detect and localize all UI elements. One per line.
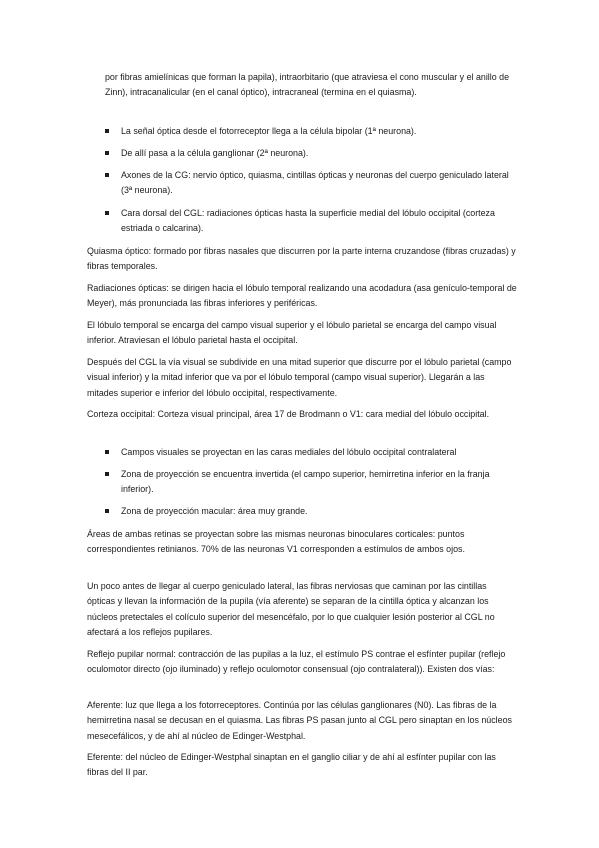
- paragraph-quiasma: Quiasma óptico: formado por fibras nasales que discurren por la parte interna cruzandose (fibras cruzadas) y fibras temporales.: [87, 246, 516, 272]
- paragraph-despues-cgl: Después del CGL la vía visual se subdivide en una mitad superior que discurre por el lóbulo parietal (campo visual inferior) y la mitad inferior que va por el lóbulo temporal (campo visual superior). Llegarán a las mitades superior e inferior del lóbulo occipital, respectivamente.: [87, 357, 512, 398]
- list-item-text: De allí pasa a la célula ganglionar (2ª neurona).: [121, 148, 309, 158]
- list-item-text: La señal óptica desde el fotorreceptor llega a la célula bipolar (1ª neurona).: [121, 126, 417, 136]
- list-item: [105, 146, 517, 161]
- list-item-text: Zona de proyección macular: área muy grande.: [121, 506, 308, 516]
- list-item-text: Campos visuales se proyectan en las caras mediales del lóbulo occipital contralateral: [121, 447, 457, 457]
- list-item-text: Zona de proyección se encuentra invertida (el campo superior, hemirretina inferior en la franja inferior).: [121, 469, 490, 495]
- list-item: [105, 504, 517, 519]
- paragraph-eferente: Eferente: del núcleo de Edinger-Westphal sinaptan en el ganglio ciliar y de ahí al esfínter pupilar con las fibras del II par.: [87, 752, 496, 778]
- list-item-text: Cara dorsal del CGL: radiaciones ópticas hasta la superficie medial del lóbulo occipital (corteza estriada o calcarina).: [121, 208, 495, 234]
- paragraph-aferente: Aferente: luz que llega a los fotorreceptores. Continúa por las células ganglionares (N0). Las fibras de la hemirretina nasal se decusan en el quiasma. Las fibras PS pasan junto al CGL pero sinaptan en los núcleos mesecefálicos, y de ahí al núcleo de Edinger-Westphal.: [87, 700, 512, 741]
- list-item: [105, 467, 517, 498]
- bullet-icon: [105, 211, 109, 215]
- bullet-icon: [105, 450, 109, 454]
- intro-continuation: por fibras amielínicas que forman la papila), intraorbitario (que atraviesa el cono muscular y el anillo de Zinn), intracanalicular (en el canal óptico), intracraneal (termina en el quiasma).: [105, 72, 510, 98]
- bullet-icon: [105, 509, 109, 513]
- paragraph-areas-retinas: Áreas de ambas retinas se proyectan sobre las mismas neuronas binoculares corticales: puntos correspondientes retinianos. 70% de las neuronas V1 corresponden a estímulos de ambos ojos.: [87, 529, 465, 555]
- paragraph-radiaciones: Radiaciones ópticas: se dirigen hacia el lóbulo temporal realizando una acodadura (asa genículo-temporal de Meyer), más pronunciada las fibras inferiores y periféricas.: [87, 283, 517, 309]
- bullet-icon: [105, 472, 109, 476]
- list-item: [105, 206, 517, 237]
- bullet-icon: [105, 151, 109, 155]
- paragraph-lobulo-temporal: El lóbulo temporal se encarga del campo visual superior y el lóbulo parietal se encarga del campo visual inferior. Atraviesan el lóbulo parietal hasta el occipital.: [87, 320, 497, 346]
- paragraph-reflejo-pupilar: Reflejo pupilar normal: contracción de las pupilas a la luz, el estímulo PS contrae el esfínter pupilar (reflejo oculomotor directo (ojo iluminado) y reflejo oculomotor consensual (ojo contralateral)). Existen dos vías:: [87, 649, 506, 675]
- list-item: [105, 445, 517, 460]
- list-item: [105, 124, 517, 139]
- bullet-icon: [105, 129, 109, 133]
- paragraph-corteza-occipital: Corteza occipital: Corteza visual principal, área 17 de Brodmann o V1: cara medial del lóbulo occipital.: [87, 409, 490, 419]
- paragraph-cuerpo-geniculado: Un poco antes de llegar al cuerpo geniculado lateral, las fibras nerviosas que caminan por las cintillas ópticas y llevan la información de la pupila (vía aferente) se separan de la cintilla óptica y alcanzan los núcleos pretectales el colículo superior del mesencéfalo, por lo que cualquier lesión posterior al CGL no afectará a los reflejos pupilares.: [87, 581, 495, 638]
- bullet-icon: [105, 173, 109, 177]
- list-item: [105, 168, 517, 199]
- list-item-text: Axones de la CG: nervio óptico, quiasma, cintillas ópticas y neuronas del cuerpo geniculado lateral (3ª neurona).: [121, 170, 509, 196]
